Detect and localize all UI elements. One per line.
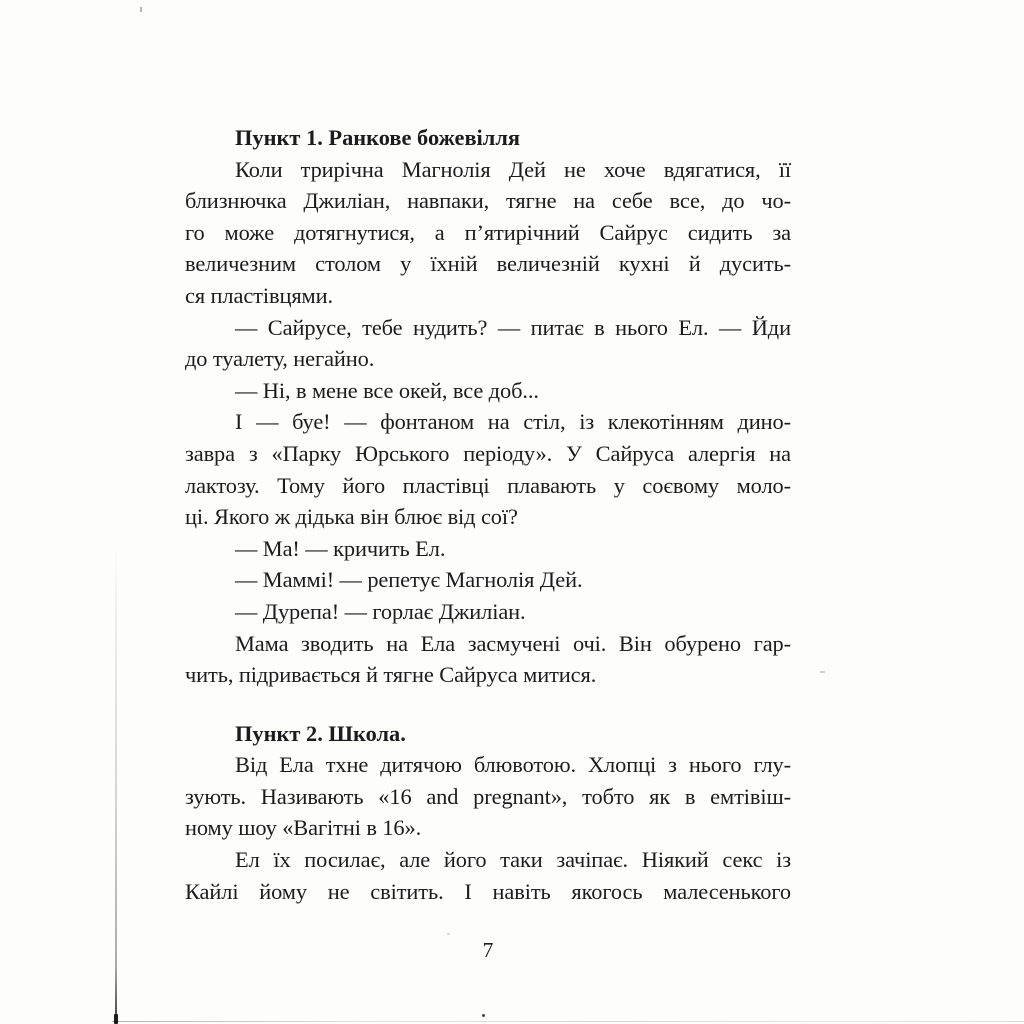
text-line — [185, 185, 791, 217]
text-line — [185, 749, 791, 781]
text-line — [185, 876, 791, 908]
scan-bottom-edge-line — [112, 1021, 1024, 1022]
text-line-content: Від Ела тхне дитячою блювотою. Хлопці з нього глу- — [235, 752, 791, 778]
scan-speck — [820, 671, 825, 673]
text-line-content: Пункт 1. Ранкове божевілля — [235, 125, 521, 150]
text-line — [185, 628, 791, 660]
text-line-content: близнючка Джиліан, навпаки, тягне на себе все, до чо- — [185, 188, 791, 214]
text-line — [185, 406, 791, 438]
text-line — [185, 438, 791, 470]
scan-speck — [140, 7, 142, 12]
text-line-content: чить, підривається й тягне Сайруса митися. — [185, 662, 597, 688]
text-line-content: го може дотягнутися, а п’ятирічний Сайрус сидить за — [185, 219, 791, 245]
text-line-content: І — буе! — фонтаном на стіл, із клекотінням дино- — [235, 409, 791, 435]
scan-speck — [482, 1014, 485, 1017]
text-line-content: — Ма! — кричить Ел. — [235, 535, 446, 561]
scan-spine-line — [115, 545, 117, 1024]
text-line-content: Коли трирічна Магнолія Дей не хоче вдягатися, її — [235, 156, 791, 182]
section-heading — [185, 122, 791, 154]
text-line — [185, 280, 791, 312]
text-line — [185, 375, 791, 407]
text-line-content: зують. Називають «16 and pregnant», тобто як в емтівіш- — [185, 783, 791, 809]
text-line — [185, 659, 791, 691]
text-line — [185, 844, 791, 876]
text-line-content: Мама зводить на Ела засмучені очі. Він обурено гар- — [235, 630, 791, 656]
text-line-content: — Ні, в мене все окей, все доб... — [235, 377, 539, 403]
text-line-content: ся пластівцями. — [185, 282, 333, 308]
text-line — [185, 501, 791, 533]
text-line-content: лактозу. Тому його пластівці плавають у соєвому моло- — [185, 472, 791, 498]
text-line — [185, 312, 791, 344]
text-line-content: ному шоу «Вагітні в 16». — [185, 815, 422, 841]
text-block — [185, 122, 791, 907]
text-line-content: до туалету, негайно. — [185, 346, 375, 372]
text-line-content: Ел їх посилає, але його таки зачіпає. Ніякий секс із — [235, 847, 791, 873]
text-line-content: Пункт 2. Школа. — [235, 720, 406, 746]
text-line-content: ці. Якого ж дідька він блює від сої? — [185, 504, 518, 530]
text-line — [185, 217, 791, 249]
text-line — [185, 248, 791, 280]
text-line — [185, 596, 791, 628]
text-line-content: — Маммі! — репетує Магнолія Дей. — [235, 567, 583, 593]
scan-spine-mark — [114, 1014, 118, 1024]
text-line — [185, 343, 791, 375]
text-line — [185, 533, 791, 565]
section-heading — [185, 718, 791, 750]
text-line — [185, 781, 791, 813]
text-line-content: — Дурепа! — горлає Джиліан. — [235, 598, 526, 624]
text-line — [185, 154, 791, 186]
text-line — [185, 812, 791, 844]
text-line-content: завра з «Парку Юрського періоду». У Сайруса алергія на — [185, 440, 791, 466]
page-number: 7 — [482, 938, 494, 962]
text-line — [185, 470, 791, 502]
scan-speck — [447, 933, 450, 935]
text-line-content: величезним столом у їхній величезній кухні й дусить- — [185, 251, 791, 277]
text-line-content: — Сайрусе, тебе нудить? — питає в нього Ел. — Йди — [235, 314, 791, 340]
text-line — [185, 564, 791, 596]
text-line-content: Кайлі йому не світить. І навіть якогось малесенького — [185, 878, 791, 904]
